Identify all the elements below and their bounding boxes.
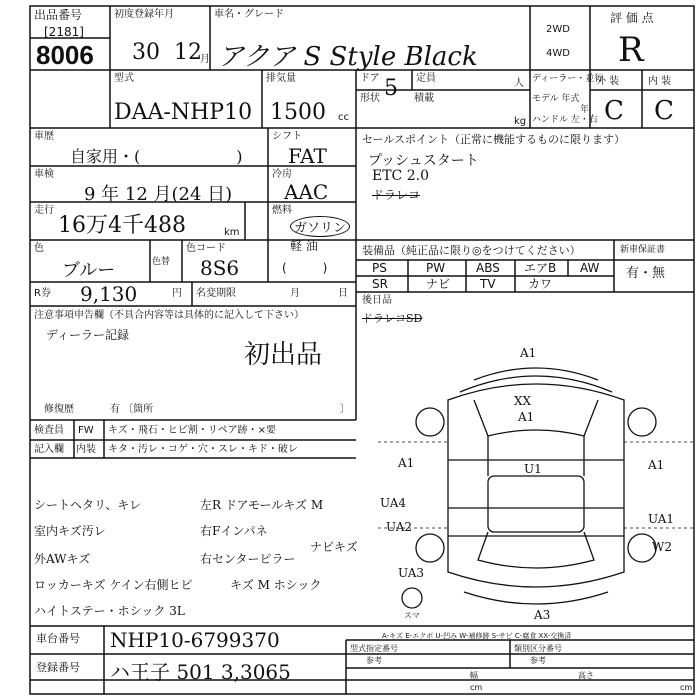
remark-8: ロッカーキズ ケイン右側ヒビ (34, 578, 193, 592)
sales-point-1: プッシュスタート (368, 153, 479, 169)
mark-ua1: UA1 (648, 512, 675, 526)
remark-7: 右センターピラー (200, 552, 296, 566)
name-change-month: 月 (290, 288, 300, 299)
dealer-label: ディーラー・並行 (532, 74, 604, 84)
rating-label: 評 価 点 (610, 11, 654, 25)
displacement-label: 排気量 (266, 73, 296, 84)
inspection-label: 車検 (34, 169, 54, 180)
equip-sr: SR (372, 277, 388, 291)
shift-label: シフト (272, 131, 302, 142)
inspector-inner: 内装 (76, 444, 96, 455)
fuel-label: 燃料 (272, 205, 292, 216)
equip-aw: AW (580, 261, 600, 275)
drive-4wd: 4WD (546, 48, 570, 59)
equip-pw: PW (426, 261, 446, 275)
model-label: 型式 (114, 73, 134, 84)
sales-point-3: ドラレコ (372, 188, 421, 202)
inspector-fw-items: キズ・飛石・ヒビ割・リペア跡・×要 (108, 425, 276, 436)
remark-4: 右Fインパネ (200, 524, 268, 538)
remark-3: 室内キズ汚レ (34, 524, 106, 538)
remark-10: ハイトステー・ホシック 3L (34, 604, 185, 618)
width-label: 幅 (470, 671, 478, 680)
mark-u1: U1 (524, 462, 542, 476)
cc-unit: cc (338, 112, 349, 123)
height-label: 高さ (578, 671, 594, 680)
chassis-value: NHP10-6799370 (110, 628, 280, 652)
name-change-day: 日 (338, 288, 348, 299)
shape-label: 形状 (360, 93, 380, 104)
lot-label: 出品番号 (34, 8, 83, 22)
exterior-grade: C (604, 96, 624, 126)
repair-value: 有 〔箇所 (110, 404, 154, 415)
doors-label: ドア (360, 73, 380, 84)
rating-value: R (618, 30, 644, 70)
year-unit: 年 (580, 105, 590, 115)
fuel-paren: ( ) (282, 261, 328, 275)
mark-a1-right: A1 (648, 458, 665, 472)
mark-spare: スマ (404, 611, 420, 620)
exterior-label: 外 装 (596, 76, 620, 87)
inspector-label: 検査員 (34, 425, 64, 436)
class-number-ref: 参考 (530, 656, 546, 665)
recycle-value: 9,130 (80, 282, 138, 306)
sales-point-2: ETC 2.0 (372, 168, 429, 184)
handle-label: ハンドル 左・右 (532, 115, 598, 125)
color-code-label: 色コード (186, 243, 226, 254)
class-number-label: 類別区分番号 (514, 644, 562, 653)
lot-small: [2181] (44, 25, 84, 39)
mark-ua2: UA2 (386, 520, 413, 534)
drive-2wd: 2WD (546, 24, 570, 35)
car-name-label: 車名・グレード (214, 9, 284, 20)
remark-6: 外AWキズ (34, 552, 91, 566)
mark-xx: XX (514, 394, 532, 408)
warranty-value: 有・無 (626, 266, 666, 281)
doors-value: 5 (384, 76, 398, 101)
mark-w2: W2 (652, 540, 672, 554)
capacity-unit: 人 (514, 78, 524, 89)
kg-unit: kg (514, 116, 527, 127)
car-name: アクア S Style Black (218, 42, 478, 72)
fuel-value: ガソリン (290, 216, 350, 237)
first-reg-label: 初度登録年月 (114, 9, 174, 20)
ac-label: 冷房 (272, 169, 292, 180)
fuel-diesel: 軽 油 (290, 239, 318, 253)
height-unit: cm (680, 683, 693, 692)
color-label: 色 (34, 243, 44, 254)
damage-legend: A-キズ E-エクボ U-凹み W-補修跡 S-サビ C-腐食 XX-交換済 (382, 632, 572, 640)
warranty-label: 新車保証書 (620, 245, 666, 255)
ac-value: AAC (284, 180, 329, 204)
aftermarket-value: ドラレコSD (362, 312, 423, 325)
interior-label: 内 装 (648, 76, 672, 87)
name-change-label: 名変期限 (196, 288, 236, 299)
equip-leather: カワ (528, 277, 553, 291)
first-reg-month-unit: 月 (200, 54, 210, 65)
mark-ua3: UA3 (398, 566, 425, 580)
mileage-unit: km (224, 227, 240, 238)
equip-abs: ABS (476, 261, 500, 275)
type-designation-ref: 参考 (366, 656, 382, 665)
history-label: 車歴 (34, 131, 54, 142)
displacement-value: 1500 (270, 100, 326, 125)
color-code-value: 8S6 (200, 256, 240, 280)
equip-airbag: エアB (524, 261, 557, 275)
inspection-value: 9 年 12 月(24 日) (84, 184, 233, 205)
recycle-unit: 円 (172, 288, 182, 299)
registration-value: ハ王子 501 3,3065 (110, 660, 291, 684)
sales-points-label: セールスポイント（正常に機能するものに限ります） (362, 133, 626, 146)
remark-2: 左R ドアモールキズ M (200, 498, 324, 512)
mark-ua4: UA4 (380, 496, 407, 510)
registration-label: 登録番号 (36, 661, 80, 674)
equip-tv: TV (480, 277, 496, 291)
equip-ps: PS (372, 261, 387, 275)
color-value: ブルー (62, 260, 116, 281)
first-reg-year: 30 (132, 40, 160, 65)
mark-a1-hood: A1 (518, 410, 535, 424)
repair-close: 〕 (340, 404, 350, 415)
model-year-label: モデル 年式 (532, 94, 580, 104)
capacity-label: 定員 (416, 73, 436, 84)
car-damage-diagram (378, 340, 694, 622)
history-value: 自家用・( ) (70, 147, 243, 166)
interior-grade: C (654, 96, 674, 126)
mark-a3: A3 (534, 608, 551, 622)
remark-1: シートヘタリ、キレ (34, 498, 142, 512)
width-unit: cm (470, 683, 483, 692)
model-value: DAA-NHP10 (114, 100, 253, 125)
color-swap-label: 色替 (152, 257, 171, 267)
mark-a1-front: A1 (520, 346, 537, 360)
lot-number: 8006 (36, 40, 94, 70)
first-reg-month: 12 (174, 40, 202, 65)
entry-label: 記入欄 (34, 444, 64, 455)
inspector-fw: FW (78, 425, 94, 436)
equip-navi: ナビ (426, 277, 451, 291)
repair-label: 修復歴 (44, 404, 74, 415)
notes-label: 注意事項申告欄（不具合内容等は具体的に記入して下さい） (34, 310, 304, 321)
first-listing: 初出品 (244, 340, 323, 370)
aftermarket-label: 後日品 (362, 295, 392, 306)
notes-value: ディーラー記録 (46, 328, 130, 342)
remark-5: ナビキズ (310, 540, 358, 554)
type-designation-label: 型式指定番号 (350, 644, 398, 653)
inspector-inner-items: キタ・汚レ・コゲ・穴・スレ・キド・破レ (108, 444, 298, 455)
recycle-label: R券 (34, 288, 51, 299)
mileage-label: 走行 (34, 205, 54, 216)
mark-a1-left: A1 (398, 456, 415, 470)
chassis-label: 車台番号 (36, 632, 80, 645)
load-label: 積載 (414, 93, 434, 104)
mileage-value: 16万4千488 (58, 213, 186, 238)
remark-9: キズ M ホシック (230, 578, 322, 592)
shift-value: FAT (288, 144, 327, 168)
equipment-label: 装備品（純正品に限り◎をつけてください） (362, 244, 581, 257)
